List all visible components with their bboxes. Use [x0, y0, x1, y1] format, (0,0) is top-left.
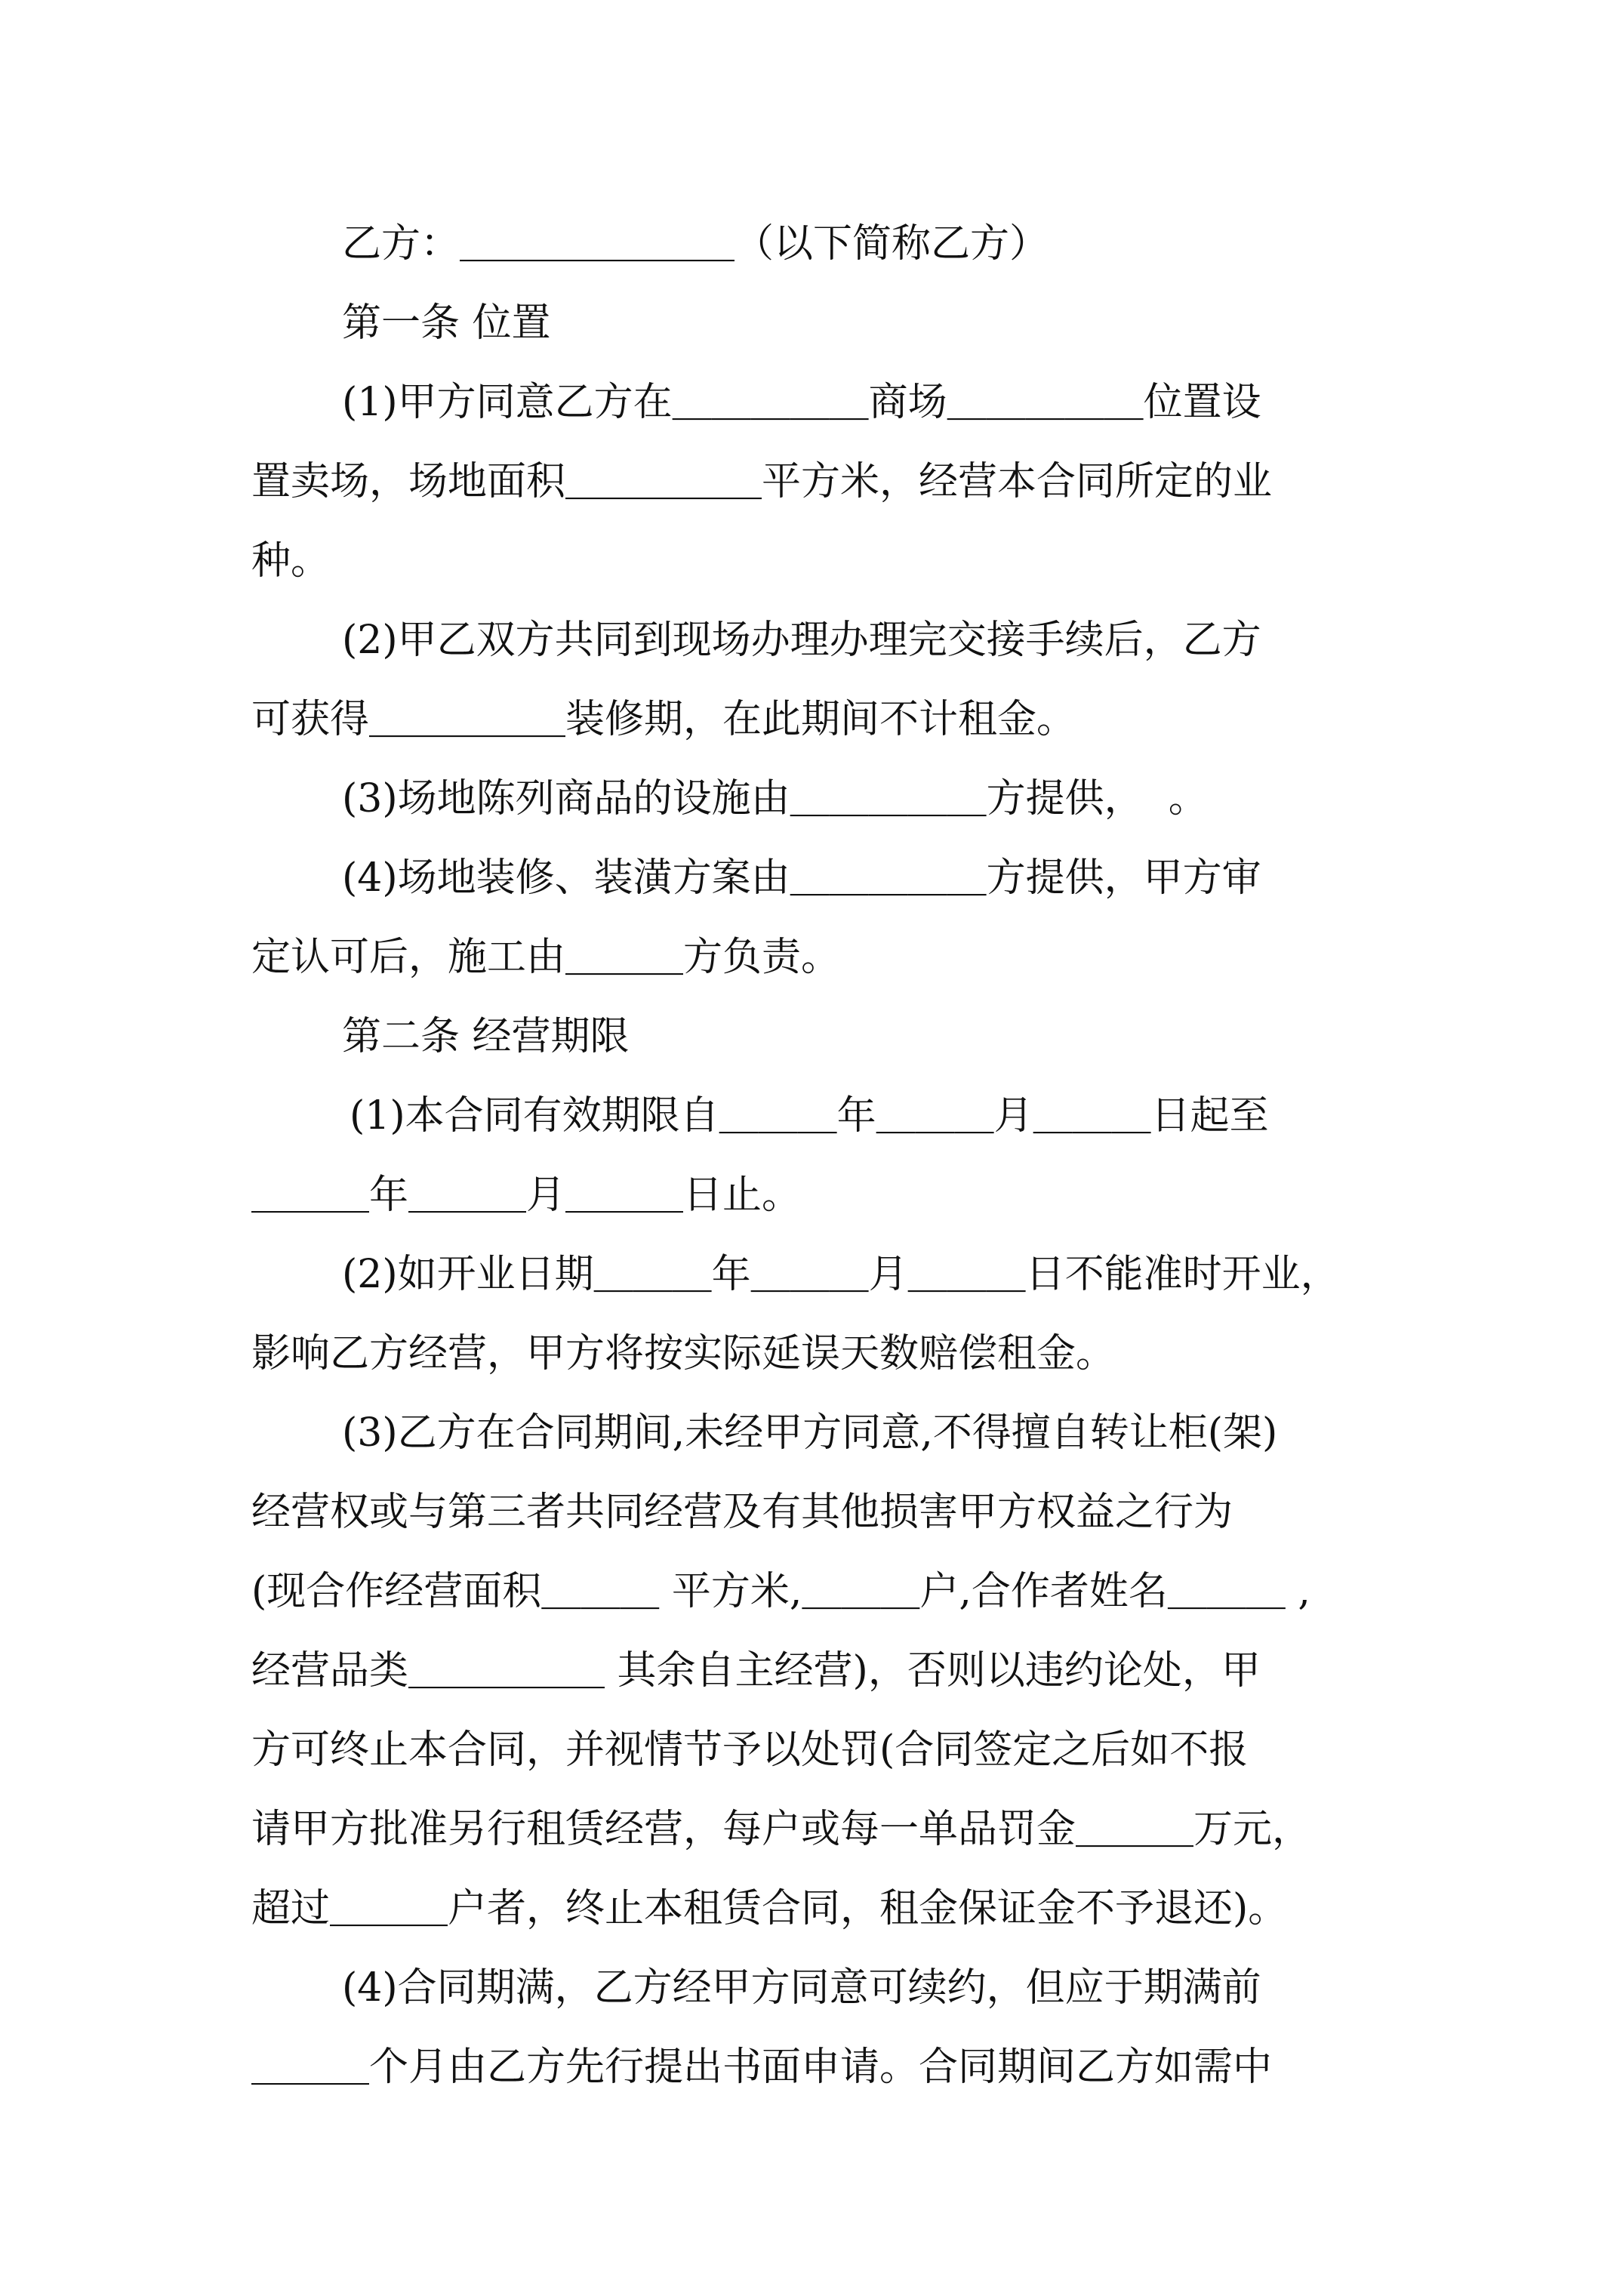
article-2-clause-4-line-1: (4)合同期满，乙方经甲方同意可续约，但应于期满前: [342, 1965, 1261, 2011]
article-2-clause-3-line-1: (3)乙方在合同期间,未经甲方同意,不得擅自转让柜(架): [342, 1410, 1278, 1456]
article-1-clause-4-line-1: (4)场地装修、装潢方案由＿＿＿＿＿方提供，甲方审: [342, 855, 1261, 901]
article-1-clause-4-line-2: 定认可后，施工由＿＿＿方负责。: [251, 935, 841, 980]
article-2-clause-3-line-6: 请甲方批准另行租赁经营，每户或每一单品罚金＿＿＿万元，: [251, 1807, 1312, 1852]
article-1-clause-2-line-2: 可获得＿＿＿＿＿装修期，在此期间不计租金。: [251, 697, 1076, 742]
article-2-clause-1-line-2: ＿＿＿年＿＿＿月＿＿＿日止。: [251, 1173, 802, 1218]
article-2-clause-3-line-4: 经营品类＿＿＿＿＿ 其余自主经营)，否则以违约论处，甲: [251, 1648, 1261, 1693]
article-2-clause-4-line-2: ＿＿＿个月由乙方先行提出书面申请。合同期间乙方如需中: [251, 2045, 1273, 2090]
article-1-clause-1-line-2: 置卖场，场地面积＿＿＿＿＿平方米，经营本合同所定的业: [251, 459, 1273, 504]
article-1-heading: 第一条 位置: [342, 300, 551, 346]
article-2-clause-3-line-7: 超过＿＿＿户者，终止本租赁合同，租金保证金不予退还)。: [251, 1886, 1288, 1931]
article-1-clause-3: (3)场地陈列商品的设施由＿＿＿＿＿方提供， 。: [342, 776, 1208, 821]
article-2-clause-3-line-2: 经营权或与第三者共同经营及有其他损害甲方权益之行为: [251, 1490, 1233, 1535]
article-2-clause-1-line-1: (1)本合同有效期限自＿＿＿年＿＿＿月＿＿＿日起至: [350, 1093, 1269, 1139]
party-b-line: 乙方：＿＿＿＿＿＿＿（以下简称乙方）: [342, 221, 1049, 267]
article-1-clause-1-line-1: (1)甲方同意乙方在＿＿＿＿＿商场＿＿＿＿＿位置设: [342, 380, 1261, 425]
article-1-clause-2-line-1: (2)甲乙双方共同到现场办理办理完交接手续后，乙方: [342, 618, 1261, 663]
article-2-clause-3-line-3: (现合作经营面积＿＿＿ 平方米,＿＿＿户,合作者姓名＿＿＿ ,: [251, 1569, 1310, 1614]
article-2-clause-2-line-2: 影响乙方经营，甲方将按实际延误天数赔偿租金。: [251, 1331, 1116, 1376]
article-2-clause-2-line-1: (2)如开业日期＿＿＿年＿＿＿月＿＿＿日不能准时开业，: [342, 1252, 1340, 1297]
article-2-clause-3-line-5: 方可终止本合同，并视情节予以处罚(合同签定之后如不报: [251, 1727, 1249, 1773]
article-1-clause-1-line-3: 种。: [251, 538, 331, 584]
article-2-heading: 第二条 经营期限: [342, 1014, 630, 1059]
